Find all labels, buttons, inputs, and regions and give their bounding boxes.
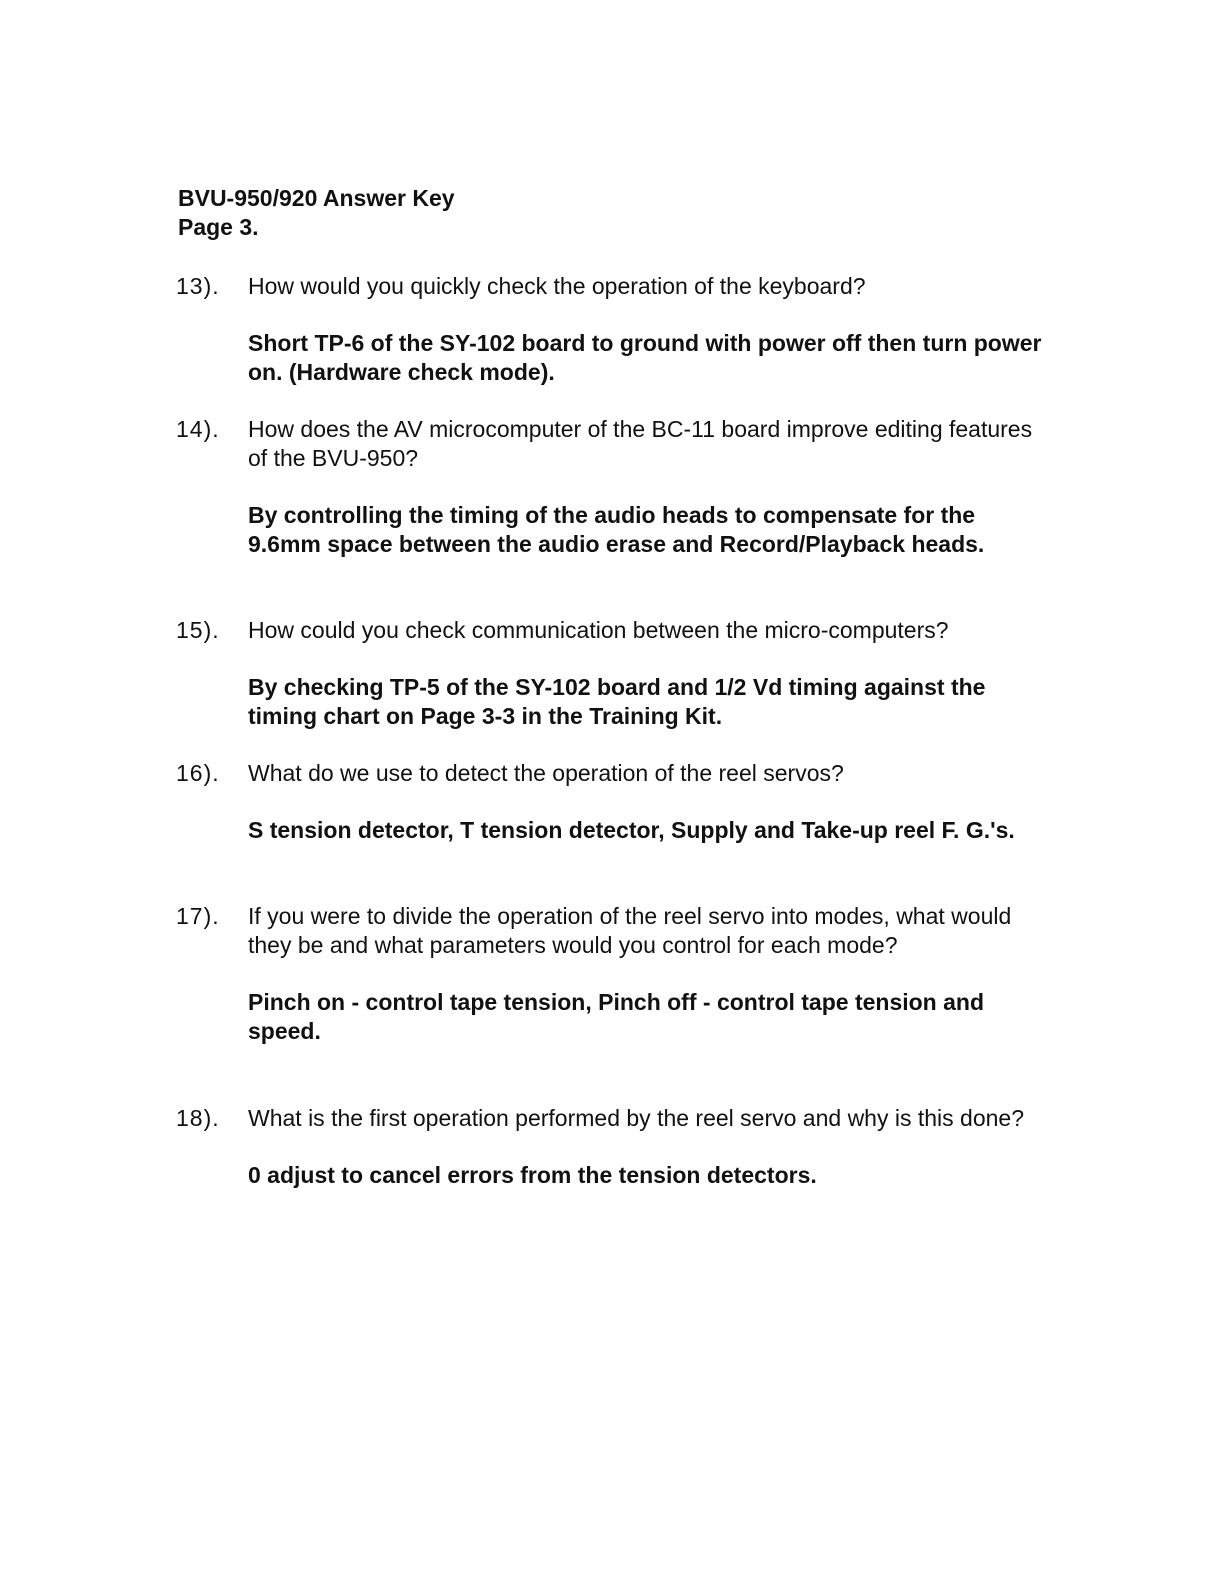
question-number: 18). [176,1105,220,1131]
question-number: 16). [176,760,220,786]
question-15 [176,616,1056,731]
answer-text: Pinch on - control tape tension, Pinch off - control tape tension and speed. [248,989,985,1044]
question-text: How does the AV microcomputer of the BC-11 board improve editing features of the BVU-950? [248,416,1033,471]
question-text: How would you quickly check the operation of the keyboard? [248,273,866,299]
question-number: 17). [176,903,220,929]
question-14 [176,415,1056,559]
question-text: What do we use to detect the operation of the reel servos? [248,760,844,786]
answer-text: By checking TP-5 of the SY-102 board and 1/2 Vd timing against the timing chart on Page 3-3 in the Training Kit. [248,674,986,729]
question-13 [176,272,1056,387]
answer-text: S tension detector, T tension detector, Supply and Take-up reel F. G.'s. [248,817,1015,843]
answer-text: Short TP-6 of the SY-102 board to ground with power off then turn power on. (Hardware check mode). [248,330,1042,385]
document-header [178,184,455,242]
document-title: BVU-950/920 Answer Key [178,185,455,211]
question-18 [176,1104,1056,1190]
question-17 [176,902,1056,1046]
question-text: How could you check communication between the micro-computers? [248,617,949,643]
question-16 [176,759,1056,845]
question-text: If you were to divide the operation of the reel servo into modes, what would they be and what parameters would you control for each mode? [248,903,1012,958]
question-text: What is the first operation performed by the reel servo and why is this done? [248,1105,1025,1131]
page-number: Page 3. [178,214,259,240]
question-number: 13). [176,273,220,299]
question-number: 15). [176,617,220,643]
answer-text: By controlling the timing of the audio heads to compensate for the 9.6mm space between the audio erase and Record/Playback heads. [248,502,985,557]
question-number: 14). [176,416,220,442]
answer-text: 0 adjust to cancel errors from the tension detectors. [248,1162,817,1188]
